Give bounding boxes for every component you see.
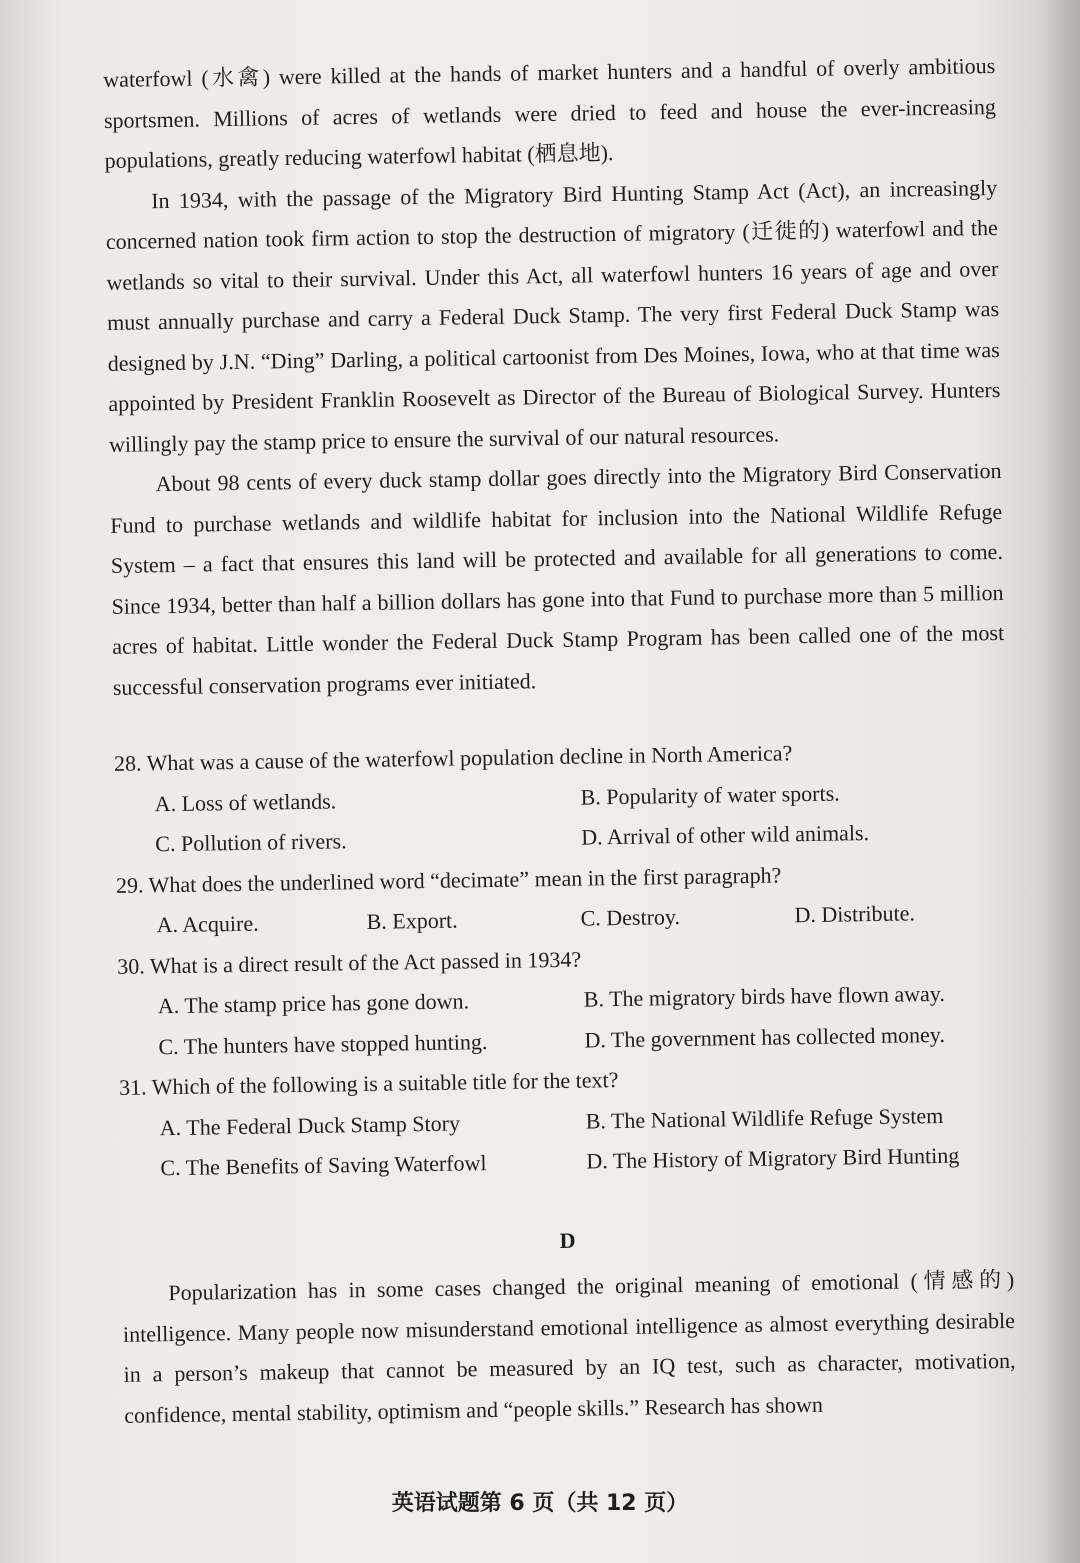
question-stem: 29. What does the underlined word “decimate” mean in the first paragraph? xyxy=(115,861,782,898)
option-d: D. Distribute. xyxy=(794,900,916,928)
option-b: B. Popularity of water sports. xyxy=(580,780,840,810)
option-b: B. The migratory birds have flown away. xyxy=(583,980,946,1012)
option-a: A. The Federal Duck Stamp Story xyxy=(159,1110,461,1140)
question-31 xyxy=(119,1054,1013,1189)
option-d: D. Arrival of other wild animals. xyxy=(581,820,870,850)
page-content xyxy=(103,46,1017,1436)
option-d: D. The History of Migratory Bird Hunting xyxy=(586,1142,960,1174)
option-c: C. Destroy. xyxy=(580,904,681,931)
option-d: D. The government has collected money. xyxy=(584,1021,946,1053)
question-28 xyxy=(114,730,1008,865)
passage-c-paragraph-2: In 1934, with the passage of the Migratory Bird Hunting Stamp Act (Act), an increasingly concerned nation took firm action to stop the destruction of migratory (迁徙的) waterfowl and the wetlands so vital to their survival. Under this Act, all waterfowl hunters 16 years of age and over must annually purchase and carry a Federal Duck Stamp. The very first Federal Duck Stamp was designed by J.N. “Ding” Darling, a political cartoonist from Des Moines, Iowa, who at that time was appointed by President Franklin Roosevelt as Director of the Bureau of Biological Survey. Hunters willingly pay the stamp price to ensure the survival of our natural resources. xyxy=(105,174,1001,457)
passage-c-paragraph-3: About 98 cents of every duck stamp dollar goes directly into the Migratory Bird Conservation Fund to purchase wetlands and wildlife habitat for inclusion into the National Wildlife Refuge System – a fact that ensures this land will be protected and available for all generations to come. Since 1934, better than half a billion dollars has gone into that Fund to purchase more than 5 million acres of habitat. Little wonder the Federal Duck Stamp Program has been called one of the most successful conservation programs ever initiated. xyxy=(110,457,1005,700)
option-a: A. The stamp price has gone down. xyxy=(157,988,470,1019)
question-stem: 31. Which of the following is a suitable title for the text? xyxy=(118,1067,619,1100)
option-b: B. Export. xyxy=(366,907,458,934)
option-a: A. Acquire. xyxy=(156,910,259,938)
option-b: B. The National Wildlife Refuge System xyxy=(585,1102,944,1134)
question-stem: 30. What is a direct result of the Act passed in 1934? xyxy=(117,946,582,979)
section-label-d: D xyxy=(559,1227,576,1253)
page-edge-shadow xyxy=(1040,0,1080,1563)
passage-d-paragraph: Popularization has in some cases changed the original meaning of emotional (情感的) intelligence. Many people now misunderstand emotional intelligence as almost everything desirable in a person’s makeup that cannot be measured by an IQ test, such as character, motivation, confidence, mental stability, optimism and “people skills.” Research has shown xyxy=(122,1266,1016,1428)
passage-c-paragraph-1: waterfowl (水禽) were killed at the hands of market hunters and a handful of overly ambitious sportsmen. Millions of acres of wetlands were dried to feed and house the ever-increasing populations, greatly reducing waterfowl habitat (栖息地). xyxy=(103,52,997,173)
question-stem: 28. What was a cause of the waterfowl population decline in North America? xyxy=(113,740,793,776)
option-a: A. Loss of wetlands. xyxy=(154,787,337,816)
question-list xyxy=(114,730,1013,1189)
question-29 xyxy=(116,851,1009,946)
option-c: C. The Benefits of Saving Waterfowl xyxy=(160,1150,487,1181)
question-30 xyxy=(117,932,1011,1067)
option-c: C. The hunters have stopped hunting. xyxy=(158,1028,488,1059)
page-footer: 英语试题第 6 页（共 12 页） xyxy=(391,1491,689,1516)
option-c: C. Pollution of rivers. xyxy=(155,828,347,857)
